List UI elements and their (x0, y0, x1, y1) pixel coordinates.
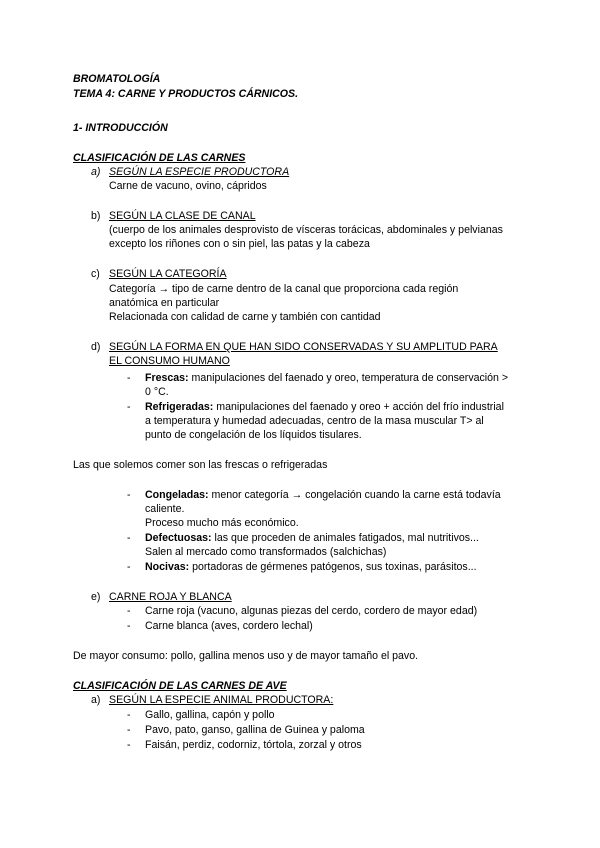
frescas-line2: 0 °C. (145, 386, 169, 398)
bullet-dash: - (127, 709, 131, 721)
congeladas-text: menor categoría → congelación cuando la carne está todavía (208, 489, 501, 501)
refrigeradas-text: manipulaciones del faenado y oreo + acción del frío industrial (213, 401, 504, 413)
item-d-title-line2: EL CONSUMO HUMANO (109, 355, 230, 367)
item-b-line1: (cuerpo de los animales desprovisto de vísceras torácicas, abdominales y pelvianas (109, 224, 503, 236)
item-a-title: SEGÚN LA ESPECIE PRODUCTORA (109, 166, 290, 178)
clasificacion-carnes-heading: CLASIFICACIÓN DE LAS CARNES (73, 152, 246, 164)
defectuosas-text: las que proceden de animales fatigados, mal nutritivos... (211, 532, 479, 544)
item-b-title: SEGÚN LA CLASE DE CANAL (109, 210, 256, 222)
bullet-dash: - (127, 561, 131, 573)
item-e-marker: e) (91, 591, 101, 603)
congeladas-line3: Proceso mucho más económico. (145, 517, 299, 529)
ave-list-item: Faisán, perdiz, codorniz, tórtola, zorzal y otros (145, 739, 362, 751)
nocivas-text: portadoras de gérmenes patógenos, sus toxinas, parásitos... (189, 561, 477, 573)
item-c-line2: anatómica en particular (109, 297, 220, 309)
item-b-line2: excepto los riñones con o sin piel, las patas y la cabeza (109, 238, 370, 250)
ave-item-a-marker: a) (91, 694, 101, 706)
defectuosas-line2: Salen al mercado como transformados (salchichas) (145, 546, 387, 558)
bullet-dash: - (127, 605, 131, 617)
item-d-title-line1: SEGÚN LA FORMA EN QUE HAN SIDO CONSERVADAS Y SU AMPLITUD PARA (109, 341, 498, 353)
item-c-title: SEGÚN LA CATEGORÍA (109, 268, 227, 280)
congeladas-line2: caliente. (145, 503, 185, 515)
mayor-consumo-paragraph: De mayor consumo: pollo, gallina menos uso y de mayor tamaño el pavo. (73, 650, 419, 662)
item-c-line3: Relacionada con calidad de carne y también con cantidad (109, 311, 381, 323)
refrigeradas-line3: punto de congelación de los líquidos tisulares. (145, 429, 362, 441)
ave-list-item: Pavo, pato, ganso, gallina de Guinea y paloma (145, 724, 365, 736)
nocivas-line1 (145, 561, 477, 574)
frescas-text: manipulaciones del faenado y oreo, temperatura de conservación > (188, 372, 509, 384)
refrigeradas-line1 (145, 401, 504, 414)
item-a-text: Carne de vacuno, ovino, cápridos (109, 180, 267, 192)
ave-list-item: Gallo, gallina, capón y pollo (145, 709, 275, 721)
item-c-marker: c) (91, 268, 100, 280)
subject-title: BROMATOLOGÍA (73, 73, 161, 85)
section-introduccion-title: 1- INTRODUCCIÓN (73, 122, 168, 134)
carne-roja-item: Carne roja (vacuno, algunas piezas del cerdo, cordero de mayor edad) (145, 605, 478, 617)
defectuosas-line1 (145, 532, 479, 545)
refrigeradas-line2: a temperatura y humedad adecuadas, centro de la masa muscular T> al (145, 415, 484, 427)
ave-item-a-title: SEGÚN LA ESPECIE ANIMAL PRODUCTORA: (109, 694, 334, 706)
defectuosas-label: Defectuosas: (145, 532, 212, 544)
bullet-dash: - (127, 620, 131, 632)
item-b-marker: b) (91, 210, 101, 222)
item-d-marker: d) (91, 341, 101, 353)
congeladas-label: Congeladas: (145, 489, 209, 501)
nocivas-label: Nocivas: (145, 561, 190, 573)
bullet-dash: - (127, 372, 131, 384)
comemos-paragraph: Las que solemos comer son las frescas o refrigeradas (73, 459, 328, 471)
bullet-dash: - (127, 532, 131, 544)
bullet-dash: - (127, 724, 131, 736)
congeladas-line1 (145, 489, 501, 502)
carne-blanca-item: Carne blanca (aves, cordero lechal) (145, 620, 313, 632)
item-e-title: CARNE ROJA Y BLANCA (109, 591, 232, 603)
refrigeradas-label: Refrigeradas: (145, 401, 214, 413)
item-c-line1: Categoría → tipo de carne dentro de la canal que proporciona cada región (109, 283, 459, 295)
item-a-marker: a) (91, 166, 101, 178)
tema-title: TEMA 4: CARNE Y PRODUCTOS CÁRNICOS. (73, 88, 299, 100)
clasificacion-ave-heading: CLASIFICACIÓN DE LAS CARNES DE AVE (73, 680, 287, 692)
bullet-dash: - (127, 739, 131, 751)
frescas-line1 (145, 372, 508, 385)
frescas-label: Frescas: (145, 372, 189, 384)
bullet-dash: - (127, 401, 131, 413)
bullet-dash: - (127, 489, 131, 501)
